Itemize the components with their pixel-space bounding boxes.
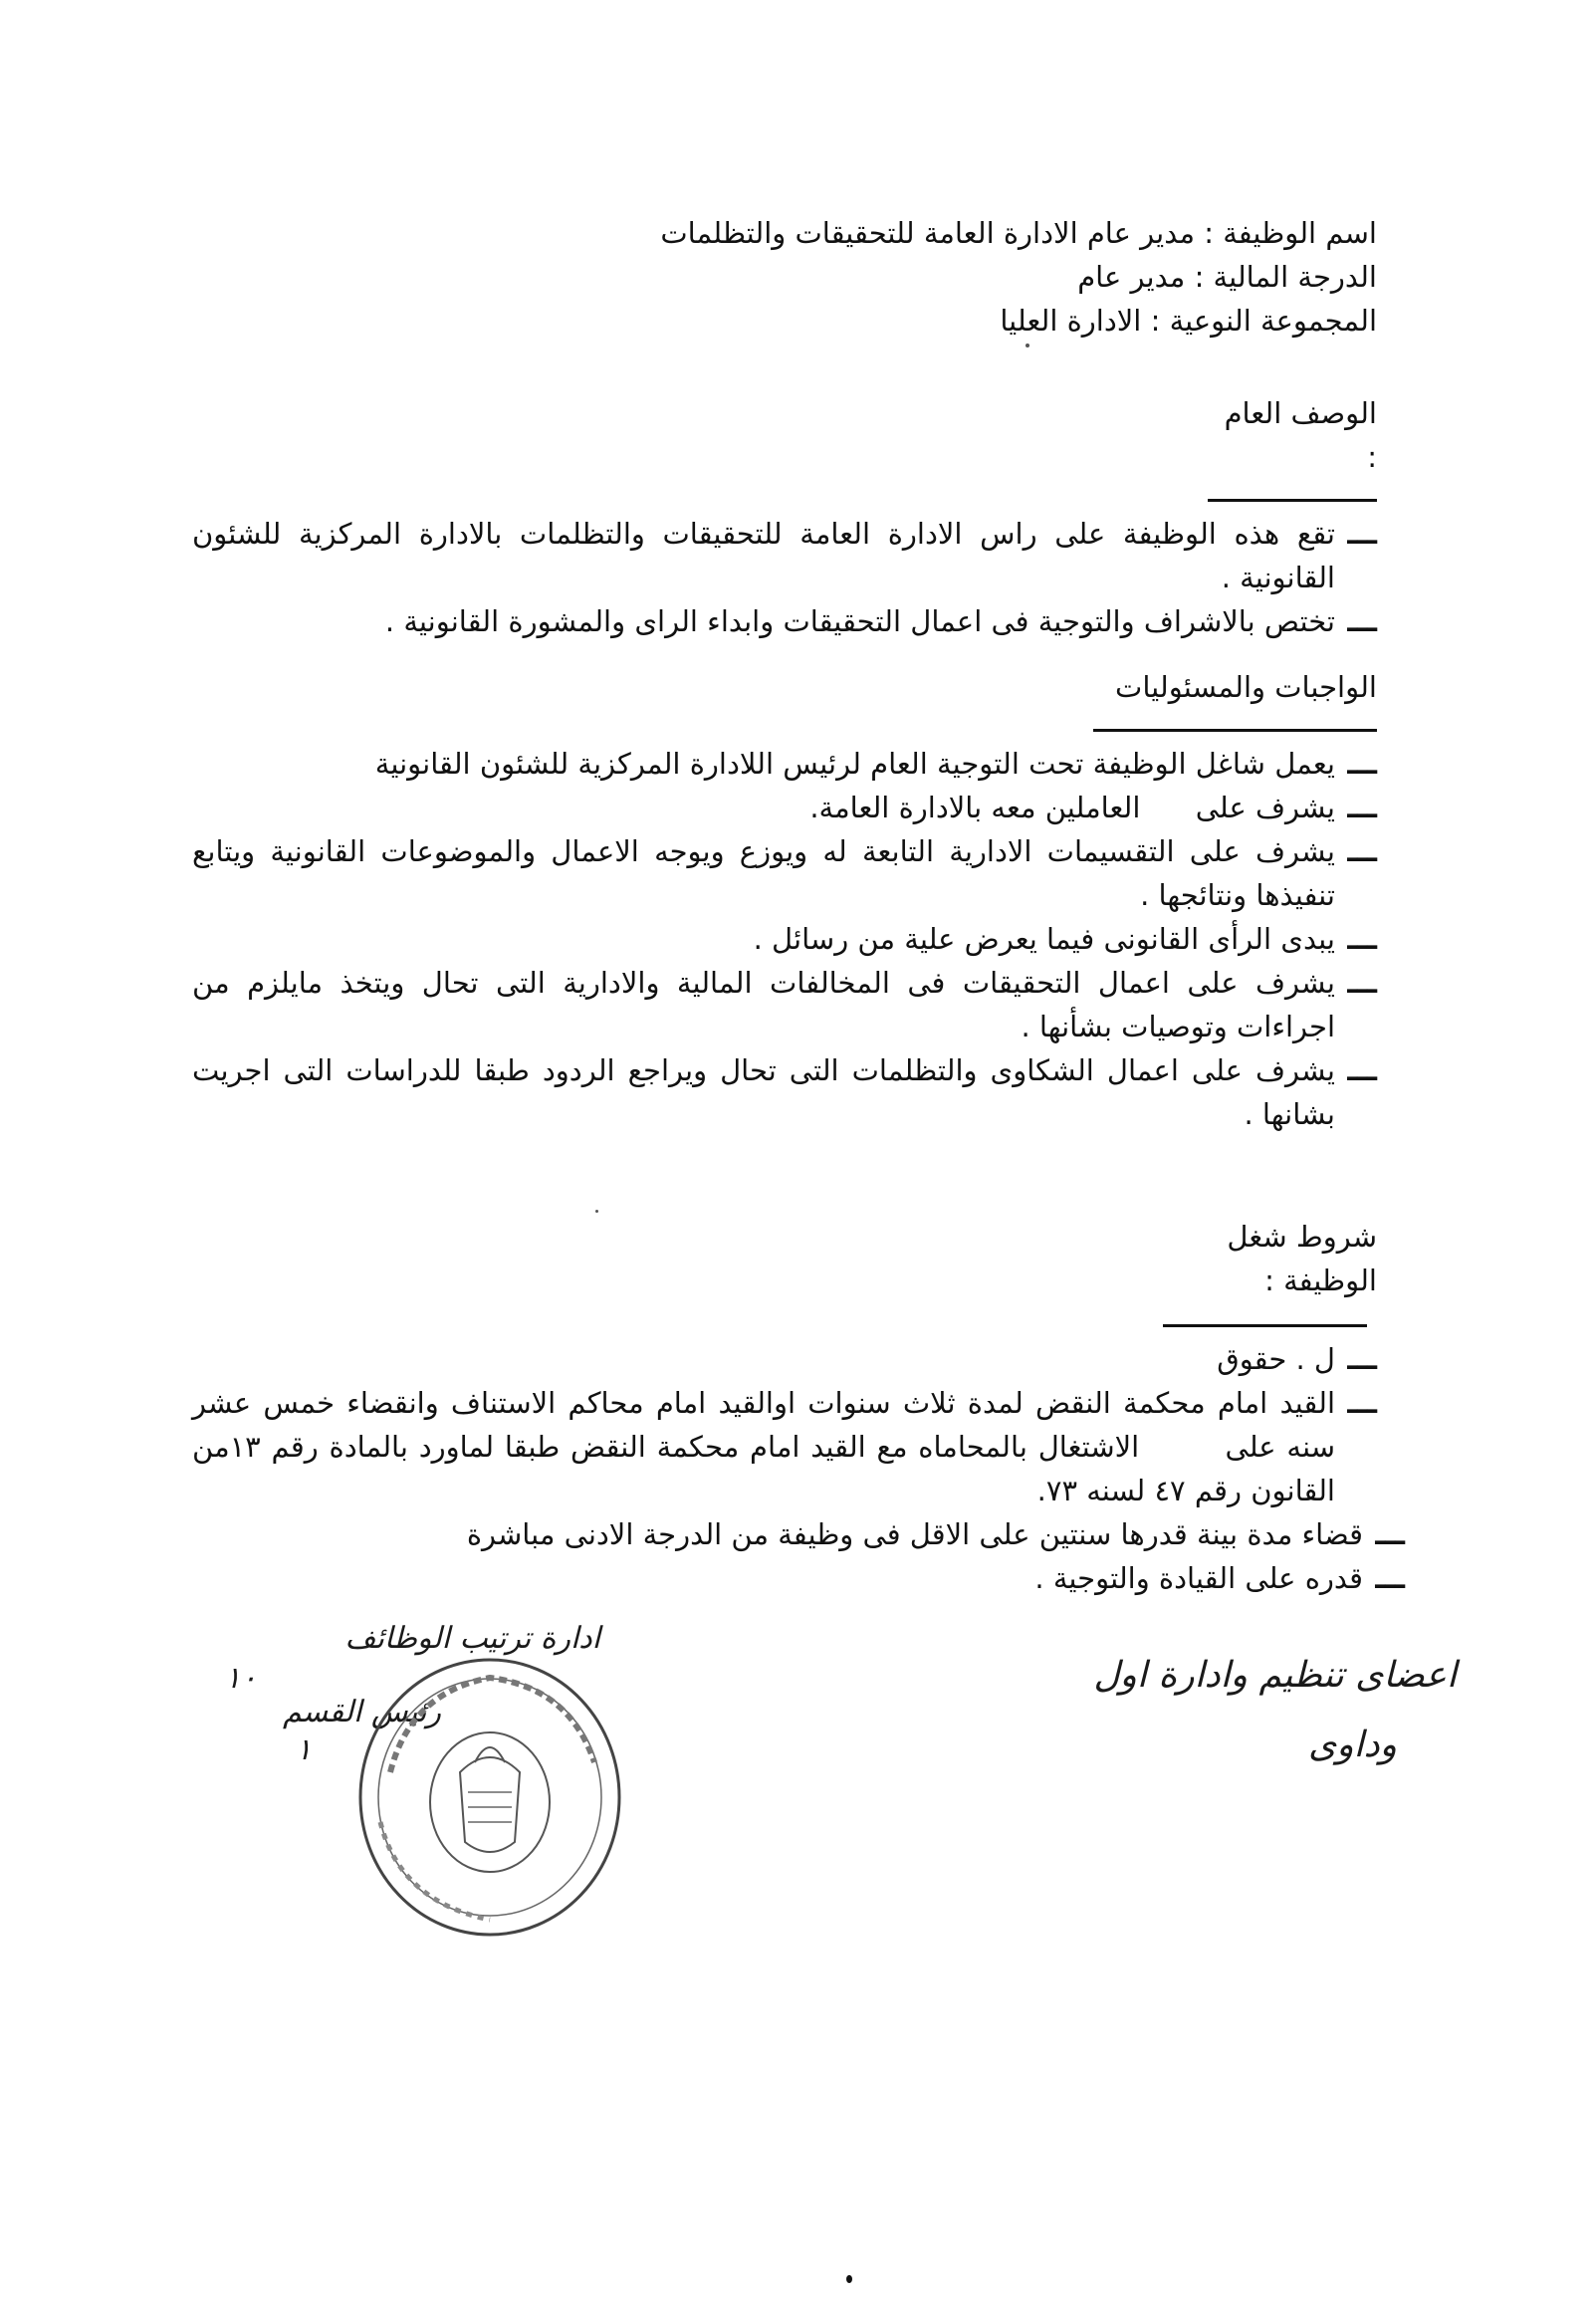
official-stamp-seal	[350, 1653, 629, 1942]
job-grade: الدرجة المالية : مدير عام	[1077, 260, 1377, 294]
dash-bullet: ـــ	[1375, 1517, 1405, 1551]
heading-underline	[1208, 499, 1377, 502]
list-item: ـــ تقع هذه الوظيفة على راس الادارة العامة للتحقيقات والتظلمات بالادارة المركزية للشئون القانونية .	[192, 512, 1377, 599]
dash-bullet: ـــ	[1347, 966, 1377, 1000]
handwritten-dept-line2: ١٠	[224, 1661, 257, 1696]
handwritten-dept-line3: رئيس القسم	[282, 1695, 441, 1729]
dash-bullet: ـــ	[1347, 604, 1377, 638]
header	[192, 211, 1377, 343]
general-description-heading-wrap	[1208, 391, 1377, 502]
handwritten-note-line1: اعضاى تنظيم وادارة اول	[1093, 1655, 1457, 1696]
dash-bullet: ـــ	[1375, 1561, 1405, 1595]
list-item: ـــ تختص بالاشراف والتوجية فى اعمال التحقيقات وابداء الراى والمشورة القانونية .	[192, 599, 1377, 643]
dash-bullet: ـــ	[1347, 517, 1377, 551]
section-duties	[192, 665, 1377, 1136]
scan-speck	[595, 1210, 598, 1213]
dash-bullet: ـــ	[1347, 791, 1377, 824]
dash-bullet: ـــ	[1347, 1342, 1377, 1376]
scan-speck	[1026, 344, 1029, 347]
list-item: ـــ قضاء مدة بينة قدرها سنتين على الاقل فى وظيفة من الدرجة الادنى مباشرة	[192, 1512, 1405, 1556]
dash-bullet: ـــ	[1347, 1386, 1377, 1420]
job-title: اسم الوظيفة : مدير عام الادارة العامة للتحقيقات والتظلمات	[660, 216, 1377, 250]
dash-bullet: ـــ	[1347, 922, 1377, 956]
handwritten-dept-line1: ادارة ترتيب الوظائف	[344, 1621, 600, 1656]
scan-speck	[846, 2275, 852, 2283]
heading-underline	[1163, 1324, 1367, 1327]
handwritten-note-line2: وداوى	[1308, 1725, 1397, 1765]
dash-bullet: ـــ	[1347, 747, 1377, 781]
general-description-list	[192, 512, 1377, 643]
dash-bullet: ـــ	[1347, 1053, 1377, 1087]
dash-bullet: ـــ	[1347, 834, 1377, 868]
general-description-heading: الوصف العام :	[1224, 396, 1377, 474]
section-requirements	[182, 1215, 1405, 1600]
requirements-heading-wrap	[1163, 1215, 1377, 1327]
list-item: ـــ يبدى الرأى القانونى فيما يعرض علية من رسائل .	[192, 917, 1377, 961]
list-item: ـــ يشرف على التقسيمات الادارية التابعة له ويوزع ويوجه الاعمال والموضوعات القانونية ويتابع تنفيذها ونتائجها .	[192, 829, 1377, 917]
handwritten-dept-line4: ١	[295, 1732, 312, 1767]
list-item: ـــ القيد امام محكمة النقض لمدة ثلاث سنوات اوالقيد امام محاكم الاستناف وانقضاء خمس عشر سنه على الاشتغال بالمحاماه مع القيد امام محكمة النقض طبقا لماورد بالمادة رقم ١٣من القانون رقم ٤٧ لسنه ٧٣.	[192, 1381, 1377, 1512]
duties-list	[192, 742, 1377, 1136]
job-group: المجموعة النوعية : الادارة العليا	[1000, 304, 1377, 338]
list-item: ـــ يشرف على العاملين معه بالادارة العامة.	[192, 786, 1377, 829]
list-item: ـــ يعمل شاغل الوظيفة تحت التوجية العام لرئيس اللادارة المركزية للشئون القانونية	[192, 742, 1377, 786]
duties-heading-wrap	[1093, 665, 1377, 732]
requirements-list	[182, 1337, 1405, 1600]
list-item: ـــ يشرف على اعمال الشكاوى والتظلمات التى تحال ويراجع الردود طبقا للدراسات التى اجريت بشانها .	[192, 1048, 1377, 1136]
list-item: ـــ ل . حقوق	[192, 1337, 1377, 1381]
list-item: ـــ قدره على القيادة والتوجية .	[192, 1556, 1405, 1600]
section-general-description	[192, 391, 1377, 643]
list-item: ـــ يشرف على اعمال التحقيقات فى المخالفات المالية والادارية التى تحال ويتخذ مايلزم من اجراءات وتوصيات بشأنها .	[192, 961, 1377, 1048]
heading-underline	[1093, 729, 1377, 732]
duties-heading: الواجبات والمسئوليات	[1115, 670, 1377, 704]
requirements-heading: شروط شغل الوظيفة :	[1227, 1220, 1377, 1297]
